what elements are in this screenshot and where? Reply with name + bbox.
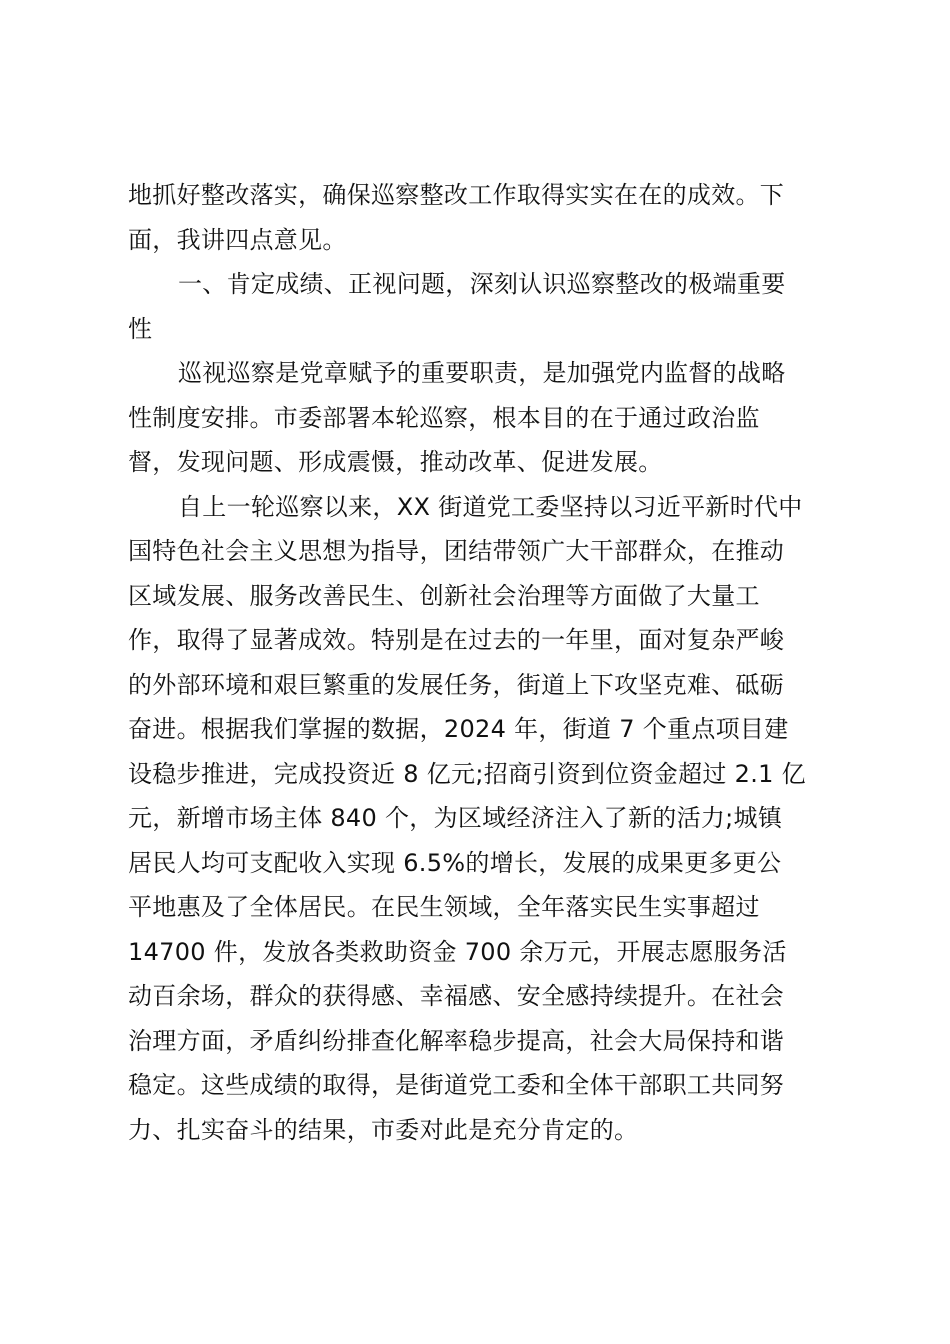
text-line: 元，新增市场主体 840 个，为区域经济注入了新的活力;城镇 <box>128 804 783 832</box>
text-line: 作，取得了显著成效。特别是在过去的一年里，面对复杂严峻 <box>128 626 785 654</box>
text-line: 自上一轮巡察以来，XX 街道党工委坚持以习近平新时代中 <box>178 492 803 521</box>
text-line: 平地惠及了全体居民。在民生领域，全年落实民生实事超过 <box>128 893 760 921</box>
document-body <box>128 173 828 1152</box>
text-line: 居民人均可支配收入实现 6.5%的增长，发展的成果更多更公 <box>128 848 782 877</box>
text-line: 巡视巡察是党章赋予的重要职责，是加强党内监督的战略 <box>178 359 786 387</box>
text-line: 力、扎实奋斗的结果，市委对此是充分肯定的。 <box>128 1115 639 1144</box>
text-line: 设稳步推进，完成投资近 8 亿元;招商引资到位资金超过 2.1 亿 <box>128 759 806 788</box>
text-line: 性制度安排。市委部署本轮巡察，根本目的在于通过政治监 <box>128 403 760 432</box>
section-heading-line: 一、肯定成绩、正视问题，深刻认识巡察整改的极端重要 <box>178 270 786 298</box>
section-heading-line: 性 <box>128 314 153 343</box>
text-line: 区域发展、服务改善民生、创新社会治理等方面做了大量工 <box>128 581 760 610</box>
text-line: 面，我讲四点意见。 <box>128 225 347 254</box>
text-line: 奋进。根据我们掌握的数据，2024 年，街道 7 个重点项目建 <box>128 715 789 743</box>
text-line: 14700 件，发放各类救助资金 700 余万元，开展志愿服务活 <box>128 937 787 966</box>
text-line: 督，发现问题、形成震慑，推动改革、促进发展。 <box>128 448 663 476</box>
text-line: 动百余场，群众的获得感、幸福感、安全感持续提升。在社会 <box>128 982 785 1010</box>
text-line: 地抓好整改落实，确保巡察整改工作取得实实在在的成效。下 <box>128 181 785 209</box>
text-line: 国特色社会主义思想为指导，团结带领广大干部群众，在推动 <box>128 537 785 565</box>
text-line: 治理方面，矛盾纠纷排查化解率稳步提高，社会大局保持和谐 <box>128 1026 785 1055</box>
text-line: 稳定。这些成绩的取得，是街道党工委和全体干部职工共同努 <box>128 1071 785 1099</box>
text-line: 的外部环境和艰巨繁重的发展任务，街道上下攻坚克难、砥砺 <box>128 670 785 699</box>
